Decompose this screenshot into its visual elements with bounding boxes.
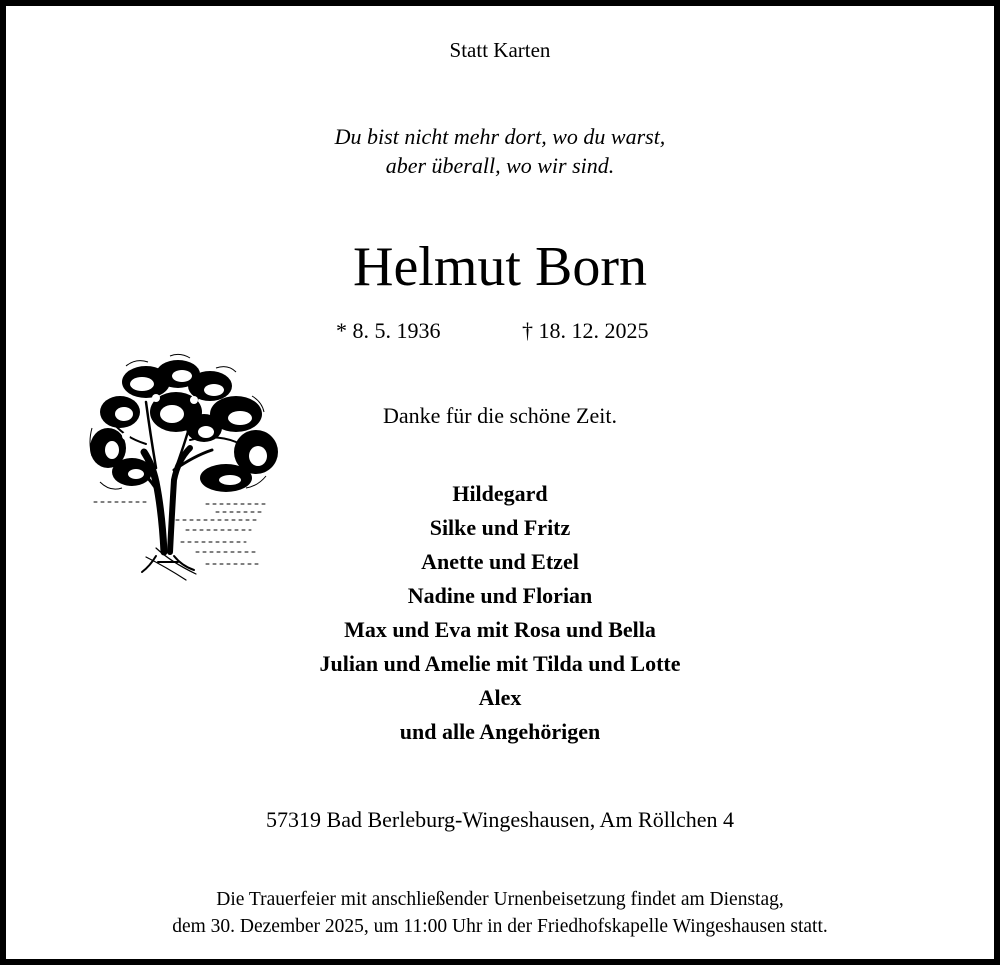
family-member: Hildegard xyxy=(452,481,548,506)
family-member: Julian und Amelie mit Tilda und Lotte xyxy=(319,651,681,676)
family-member: und alle Angehörigen xyxy=(399,719,601,744)
family-member: Max und Eva mit Rosa und Bella xyxy=(344,617,656,642)
header-text: Statt Karten xyxy=(449,38,551,62)
family-member: Nadine und Florian xyxy=(407,583,593,608)
birth-date: * 8. 5. 1936 xyxy=(336,318,441,343)
quote-line-1: Du bist nicht mehr dort, wo du warst, xyxy=(334,124,666,149)
quote-line-2: aber überall, wo wir sind. xyxy=(385,153,615,178)
death-date: † 18. 12. 2025 xyxy=(522,318,649,343)
family-member: Alex xyxy=(478,685,522,710)
family-list xyxy=(6,477,994,749)
service-line-2: dem 30. Dezember 2025, um 11:00 Uhr in der Friedhofskapelle Wingeshausen statt. xyxy=(172,916,828,937)
address-text: 57319 Bad Berleburg-Wingeshausen, Am Röllchen 4 xyxy=(266,807,734,832)
deceased-name: Helmut Born xyxy=(353,236,647,298)
memorial-quote xyxy=(6,122,994,180)
service-line-1: Die Trauerfeier mit anschließender Urnenbeisetzung findet am Dienstag, xyxy=(216,889,784,910)
family-member: Silke und Fritz xyxy=(429,515,571,540)
family-member: Anette und Etzel xyxy=(421,549,579,574)
life-dates xyxy=(6,318,994,348)
thanks-text: Danke für die schöne Zeit. xyxy=(383,403,617,428)
service-info xyxy=(6,886,994,940)
